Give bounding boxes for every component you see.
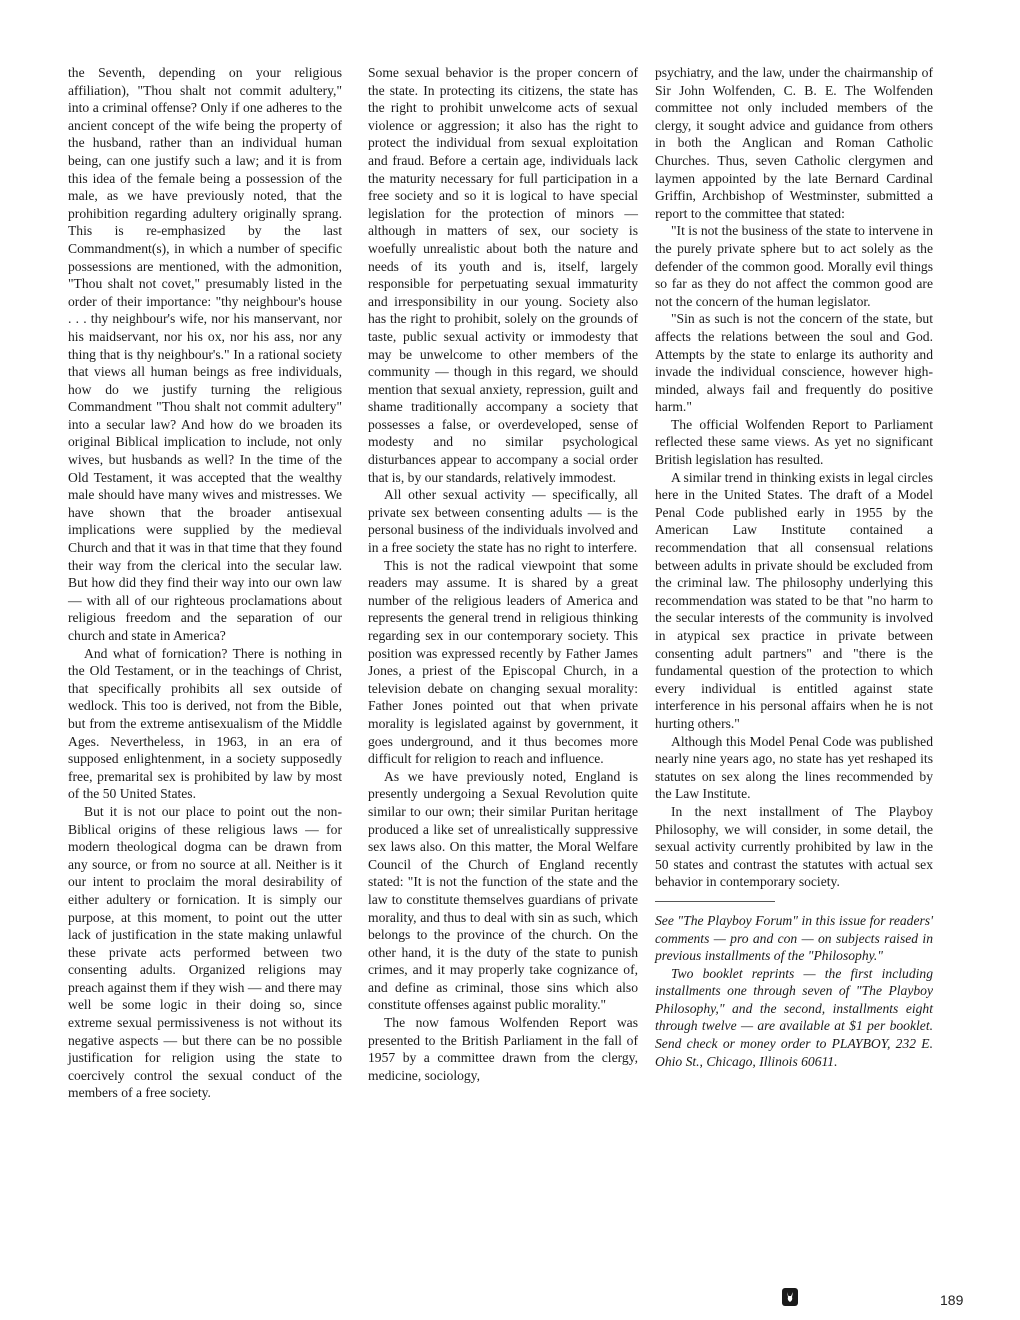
paragraph: And what of fornication? There is nothing in the Old Testament, or in the teachings of Christ, that specifically prohibits all sex outside of wedlock. This too is derived, not from the Bible, but from the extreme antisexualism of the Middle Ages. Nevertheless, in 1963, in an era of supposed enlightenment, in a society supposedly free, premarital sex is prohibited by law by most of the 50 United States. bbox=[68, 645, 342, 802]
note-paragraph: See "The Playboy Forum" in this issue for readers' comments — pro and con — on subjects raised in previous installments of the "Philosophy." bbox=[655, 912, 933, 964]
paragraph: "It is not the business of the state to intervene in the purely private sphere but to act solely as the defender of the common good. Morally evil things so far as they do not affect the common good are not the concern of the human legislator. bbox=[655, 223, 933, 309]
paragraph: Although this Model Penal Code was published nearly nine years ago, no state has yet reshaped its statutes on sex along the lines recommended by the Law Institute. bbox=[655, 733, 933, 802]
note-paragraph: Two booklet reprints — the first including installments one through seven of "The Playboy Philosophy," and the second, installments eight through twelve — are available at $1 per booklet. Send check or money order to PLAYBOY, 232 E. Ohio St., Chicago, Illinois 60611. bbox=[655, 965, 933, 1069]
paragraph: All other sexual activity — specifically, all private sex between consenting adults — is the personal business of the individuals involved and in a free society the state has no right to interfere. bbox=[368, 487, 638, 556]
note-divider bbox=[655, 901, 775, 902]
rabbit-head-icon bbox=[784, 1291, 796, 1303]
paragraph: But it is not our place to point out the non-Biblical origins of these religious laws — for modern theological dogma can be drawn from any source, or from no source at all. Neither is it our intent to proclaim the moral desirability of either adultery or fornication. It is simply our purpose, at this moment, to point out the utter lack of justification in the state making unlawful these private acts performed between two consenting adults. Organized religions may preach against them if they wish — and there may well be some logic in their doing so, since extreme sexual permissiveness is not without its negative aspects — but there can be no possible justification for religion using the state to coercively control the sexual conduct of the members of a free society. bbox=[68, 803, 342, 1101]
text-column-3 bbox=[655, 64, 933, 1070]
text-column-2 bbox=[368, 64, 638, 1084]
paragraph: The official Wolfenden Report to Parliament reflected these same views. As yet no significant British legislation has resulted. bbox=[655, 416, 933, 468]
paragraph: The now famous Wolfenden Report was presented to the British Parliament in the fall of 1957 by a committee drawn from the clergy, medicine, sociology, bbox=[368, 1015, 638, 1083]
paragraph: As we have previously noted, England is presently undergoing a Sexual Revolution quite similar to our own; their similar Puritan heritage produced a like set of unrealistically suppressive sex laws also. On this matter, the Moral Welfare Council of the Church of England recently stated: "It is not the function of the state and the law to constitute themselves guardians of private morality, and thus to deal with sin as such, which belongs to the province of the church. On the other hand, it is the duty of the state to punish crimes, and it may properly take cognizance of, and define as criminal, those sins which also constitute offenses against public morality." bbox=[368, 768, 638, 1013]
page-number: 189 bbox=[940, 1292, 964, 1308]
paragraph: Some sexual behavior is the proper concern of the state. In protecting its citizens, the state has the right to prohibit unwelcome acts of sexual violence or aggression; it also has the right to protect the individual from sexual exploitation and fraud. Before a certain age, individuals lack the maturity necessary for full participation in a free society and so it is logical to have special legislation for the protection of minors — although in matters of sex, our society is woefully unrealistic about both the nature and needs of its youth and is, itself, largely responsible for perpetuating sexual immaturity and irresponsibility in our young. Society also has the right to prohibit, solely on the grounds of taste, public sexual activity or immodesty that may be unwelcome to other members of the community — though in this regard, we should mention that sexual anxiety, repression, guilt and shame traditionally accompany a society that possesses a false, or overdeveloped, sense of modesty and no similar psychological disturbances appear to accompany a social order that is, by our standards, relatively immodest. bbox=[368, 65, 638, 485]
paragraph: In the next installment of The Playboy Philosophy, we will consider, in some detail, the sexual activity currently prohibited by law in the 50 states and contrast the statutes with actual sex behavior in contemporary society. bbox=[655, 803, 933, 890]
paragraph: "Sin as such is not the concern of the state, but affects the relations between the soul and God. Attempts by the state to enlarge its authority and invade the individual conscience, however high-minded, always fail and frequently do positive harm." bbox=[655, 311, 933, 415]
paragraph: the Seventh, depending on your religious affiliation), "Thou shalt not commit adultery," into a criminal offense? Only if one adheres to the ancient concept of the wife being the property of the husband, rather than an individual human being, can one justify such a law; and it is from this idea of the female being a possession of the male, as we have previously noted, that the prohibition regarding adultery originally sprang. This is re-emphasized by the last Commandment(s), in which a number of specific possessions are mentioned, with the admonition, "Thou shalt not covet," presumably listed in the order of their importance: "thy neighbour's house . . . thy neighbour's wife, nor his manservant, nor his maidservant, nor his ox, nor his ass, nor any thing that is thy neighbour's." In a rational society that views all human beings as free individuals, how do we justify turning the religious Commandment "Thou shalt not commit adultery" into a secular law? And how do we broaden its original Biblical implication to include, not only wives, but husbands as well? In the time of the Old Testament, it was accepted that the wealthy male should have many wives and mistresses. We have shown that the broader antisexual implications were supplied by the medieval Church and that it was in that time that they found their way from the clerical into the secular law. But how did they find their way into our own law — with all of our righteous proclamations about religious freedom and the separation of our church and state in America? bbox=[68, 65, 342, 643]
playboy-rabbit-logo-icon bbox=[782, 1288, 798, 1306]
editor-note bbox=[655, 912, 933, 1070]
paragraph: A similar trend in thinking exists in legal circles here in the United States. The draft of a Model Penal Code published early in 1955 by the American Law Institute contained a recommendation that all consensual relations between adults in private should be excluded from the criminal law. The philosophy underlying this recommendation was stated to be that "no harm to the secular interests of the community is involved in atypical sex practice in private between consenting adult partners" and "there is the fundamental question of the protection to which every individual is entitled against state interference in his personal affairs when he is not hurting others." bbox=[655, 469, 933, 731]
paragraph: psychiatry, and the law, under the chairmanship of Sir John Wolfenden, C. B. E. The Wolfenden committee not only included members of the clergy, it sought advice and guidance from others in both the Anglican and Roman Catholic Churches. Thus, seven Catholic clergymen and laymen appointed by the late Bernard Cardinal Griffin, Archbishop of Westminster, submitted a report to the committee that stated: bbox=[655, 65, 933, 221]
paragraph: This is not the radical viewpoint that some readers may assume. It is shared by a great number of the religious leaders of America and represents the general trend in religious thinking regarding sex in our contemporary society. This position was expressed recently by Father James Jones, a priest of the Episcopal Church, in a television debate on changing sexual morality: Father Jones pointed out that when private morality is legislated against by government, it goes underground, and it thus becomes more difficult for religion to reach and influence. bbox=[368, 557, 638, 767]
text-column-1 bbox=[68, 64, 342, 1102]
